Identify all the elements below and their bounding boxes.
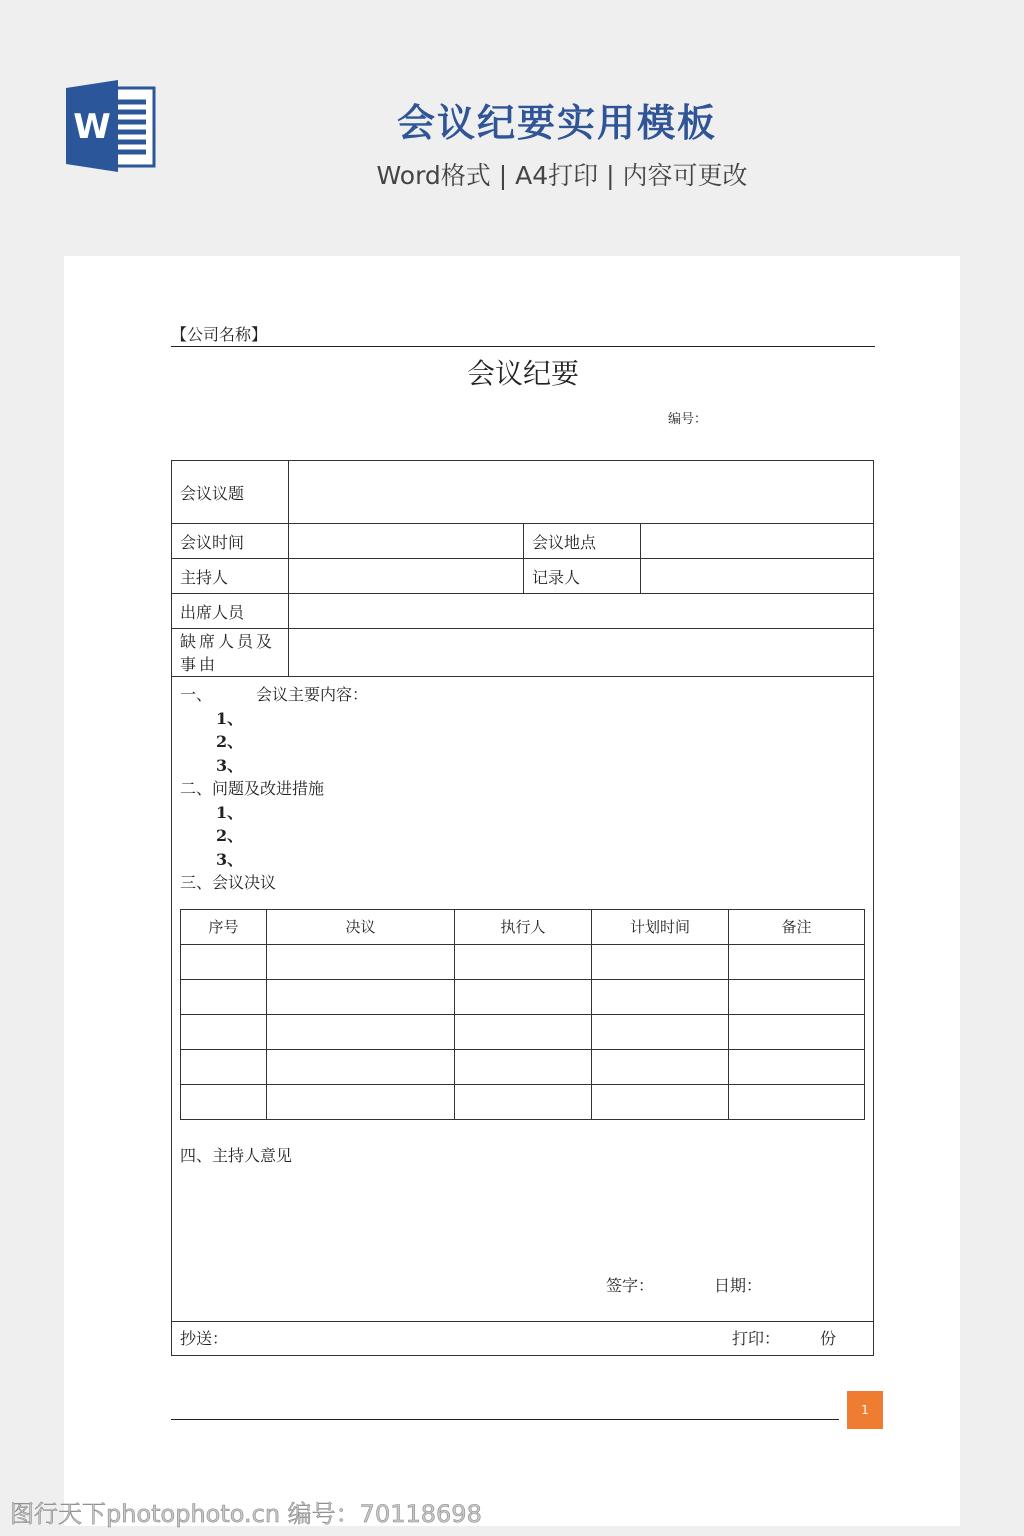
table-cell[interactable] (592, 944, 729, 979)
table-cell[interactable] (455, 944, 592, 979)
signature-line (180, 1273, 865, 1313)
section-4-heading: 四、主持人意见 (180, 1145, 293, 1165)
table-cell[interactable] (267, 1014, 455, 1049)
sign-label: 签字： (606, 1276, 655, 1295)
section-2-heading: 二、问题及改进措施 (180, 779, 325, 798)
word-logo-letter: W (73, 107, 111, 147)
time-field[interactable] (289, 524, 524, 559)
table-cell[interactable] (267, 944, 455, 979)
table-cell[interactable] (181, 1084, 267, 1119)
print-label: 打印： (732, 1328, 781, 1348)
document-page (64, 256, 960, 1526)
document-number-label: 编号： (668, 412, 708, 427)
place-field[interactable] (641, 524, 874, 559)
table-cell[interactable] (455, 1084, 592, 1119)
table-cell[interactable] (729, 944, 865, 979)
copies-label: 份 (820, 1328, 837, 1348)
list-item: 3、 (216, 849, 244, 869)
table-cell[interactable] (592, 1084, 729, 1119)
resolution-header-row (181, 909, 865, 944)
resolution-table (180, 909, 865, 1120)
section-1-title: 会议主要内容： (256, 685, 369, 704)
topic-field[interactable] (289, 461, 874, 524)
list-item: 3、 (216, 755, 244, 775)
recorder-field[interactable] (641, 559, 874, 594)
table-row (181, 944, 865, 979)
header-divider (171, 346, 875, 347)
banner-title: 会议纪要实用模板 (396, 101, 717, 145)
table-row (181, 1049, 865, 1084)
table-cell[interactable] (181, 944, 267, 979)
host-label: 主持人 (172, 559, 289, 594)
footer-divider (171, 1419, 839, 1420)
meeting-minutes-form (171, 460, 874, 1356)
time-label: 会议时间 (172, 524, 289, 559)
banner (0, 0, 1024, 240)
table-cell[interactable] (592, 1014, 729, 1049)
recorder-label: 记录人 (524, 559, 641, 594)
col-header-number: 序号 (181, 909, 267, 944)
cc-row (172, 1322, 874, 1356)
company-name: 【公司名称】 (171, 325, 268, 344)
table-cell[interactable] (267, 1084, 455, 1119)
table-cell[interactable] (592, 979, 729, 1014)
cc-label: 抄送： (180, 1328, 229, 1348)
col-header-planned-time: 计划时间 (592, 909, 729, 944)
watermark: 图行天下photophoto.cn 编号：70118698 (10, 1500, 482, 1528)
table-cell[interactable] (455, 979, 592, 1014)
table-cell[interactable] (455, 1049, 592, 1084)
section-1-heading (180, 683, 865, 707)
table-cell[interactable] (592, 1049, 729, 1084)
table-cell[interactable] (181, 1014, 267, 1049)
table-cell[interactable] (729, 1084, 865, 1119)
banner-subtitle: Word格式 | A4打印 | 内容可更改 (376, 161, 748, 190)
col-header-executor: 执行人 (455, 909, 592, 944)
attendees-field[interactable] (289, 594, 874, 629)
absentees-field[interactable] (289, 629, 874, 677)
topic-label: 会议议题 (172, 461, 289, 524)
table-cell[interactable] (267, 979, 455, 1014)
list-item: 2、 (216, 826, 244, 845)
table-row (181, 1014, 865, 1049)
attendees-label: 出席人员 (172, 594, 289, 629)
table-cell[interactable] (729, 1049, 865, 1084)
section-3-heading: 三、会议决议 (180, 873, 277, 892)
list-item: 2、 (216, 732, 244, 751)
table-cell[interactable] (729, 1014, 865, 1049)
table-cell[interactable] (181, 1049, 267, 1084)
host-field[interactable] (289, 559, 524, 594)
place-label: 会议地点 (524, 524, 641, 559)
table-row (181, 1084, 865, 1119)
date-label: 日期： (714, 1276, 763, 1295)
list-item: 1、 (216, 708, 244, 728)
table-cell[interactable] (181, 979, 267, 1014)
section-1-prefix: 一、 (180, 685, 213, 704)
minutes-body (172, 677, 874, 1322)
table-cell[interactable] (455, 1014, 592, 1049)
absentees-label: 缺席人员及事由 (172, 629, 289, 677)
list-item: 1、 (216, 802, 244, 822)
table-row (181, 979, 865, 1014)
table-cell[interactable] (267, 1049, 455, 1084)
table-cell[interactable] (729, 979, 865, 1014)
page-number-badge: 1 (847, 1391, 883, 1429)
col-header-remarks: 备注 (729, 909, 865, 944)
document-title: 会议纪要 (466, 357, 579, 390)
col-header-resolution: 决议 (267, 909, 455, 944)
